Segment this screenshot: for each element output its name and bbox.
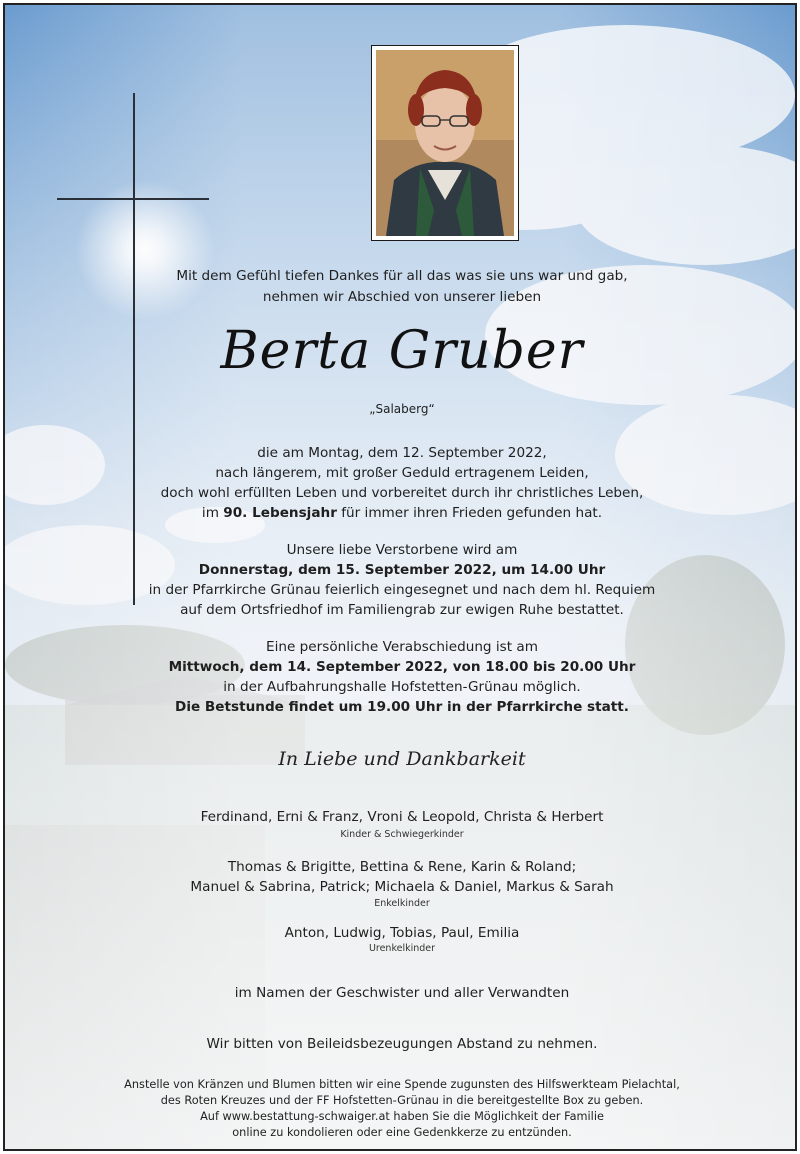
funeral-line-4: auf dem Ortsfriedhof im Familiengrab zur ewigen Ruhe bestattet. — [180, 602, 624, 618]
condolence-note: Wir bitten von Beileidsbezeugungen Abstand zu nehmen. — [206, 1036, 598, 1052]
grandchildren-names-1: Thomas & Brigitte, Bettina & Rene, Karin & Roland; — [227, 859, 577, 875]
age-highlight: 90. Lebensjahr — [223, 505, 337, 521]
footer-line-2: des Roten Kreuzes und der FF Hofstetten-Grünau in die bereitgestellte Box zu geben. — [160, 1094, 644, 1107]
funeral-date: Donnerstag, dem 15. September 2022, um 14.00 Uhr — [198, 562, 606, 578]
farewell-date: Mittwoch, dem 14. September 2022, von 18.00 bis 20.00 Uhr — [168, 659, 636, 675]
relatives-line: im Namen der Geschwister und aller Verwandten — [234, 985, 570, 1001]
death-line-4 — [5, 503, 797, 524]
death-line-2: nach längerem, mit großer Geduld ertragenem Leiden, — [215, 465, 589, 481]
cross-horizontal-bar — [57, 198, 209, 200]
children-names: Ferdinand, Erni & Franz, Vroni & Leopold, Christa & Herbert — [200, 809, 604, 825]
grandchildren-names-2: Manuel & Sabrina, Patrick; Michaela & Daniel, Markus & Sarah — [190, 879, 614, 895]
obituary-frame — [3, 3, 797, 1151]
great-grandchildren-names: Anton, Ludwig, Tobias, Paul, Emilia — [284, 925, 520, 941]
funeral-line-1: Unsere liebe Verstorbene wird am — [286, 542, 518, 558]
death-line-3: doch wohl erfüllten Leben und vorbereitet durch ihr christliches Leben, — [160, 485, 644, 501]
great-grandchildren-label: Urenkelkinder — [368, 943, 436, 954]
deceased-nickname: „Salaberg“ — [369, 402, 435, 416]
deceased-name: Berta Gruber — [220, 321, 584, 381]
portrait-photo — [371, 45, 519, 241]
dedication: In Liebe und Dankbarkeit — [278, 748, 526, 770]
prayer-hour: Die Betstunde findet um 19.00 Uhr in der Pfarrkirche statt. — [175, 699, 629, 715]
death-line-4-suffix: für immer ihren Frieden gefunden hat. — [336, 505, 603, 521]
footer-line-4: online zu kondolieren oder eine Gedenkkerze zu entzünden. — [232, 1126, 572, 1139]
farewell-line-3: in der Aufbahrungshalle Hofstetten-Grünau möglich. — [223, 679, 581, 695]
portrait-image — [376, 50, 514, 236]
grandchildren-label: Enkelkinder — [374, 898, 430, 909]
intro-line-1: Mit dem Gefühl tiefen Dankes für all das was sie uns war und gab, — [176, 268, 628, 284]
death-line-1: die am Montag, dem 12. September 2022, — [257, 445, 547, 461]
intro-line-2: nehmen wir Abschied von unserer lieben — [262, 289, 542, 305]
footer-line-1: Anstelle von Kränzen und Blumen bitten wir eine Spende zugunsten des Hilfswerkteam Pielachtal, — [124, 1078, 680, 1091]
children-label: Kinder & Schwiegerkinder — [340, 829, 464, 840]
death-line-4-prefix: im — [201, 505, 224, 521]
farewell-line-1: Eine persönliche Verabschiedung ist am — [266, 639, 538, 655]
footer-line-3: Auf www.bestattung-schwaiger.at haben Sie die Möglichkeit der Familie — [200, 1110, 604, 1123]
funeral-line-3: in der Pfarrkirche Grünau feierlich eingesegnet und nach dem hl. Requiem — [148, 582, 656, 598]
